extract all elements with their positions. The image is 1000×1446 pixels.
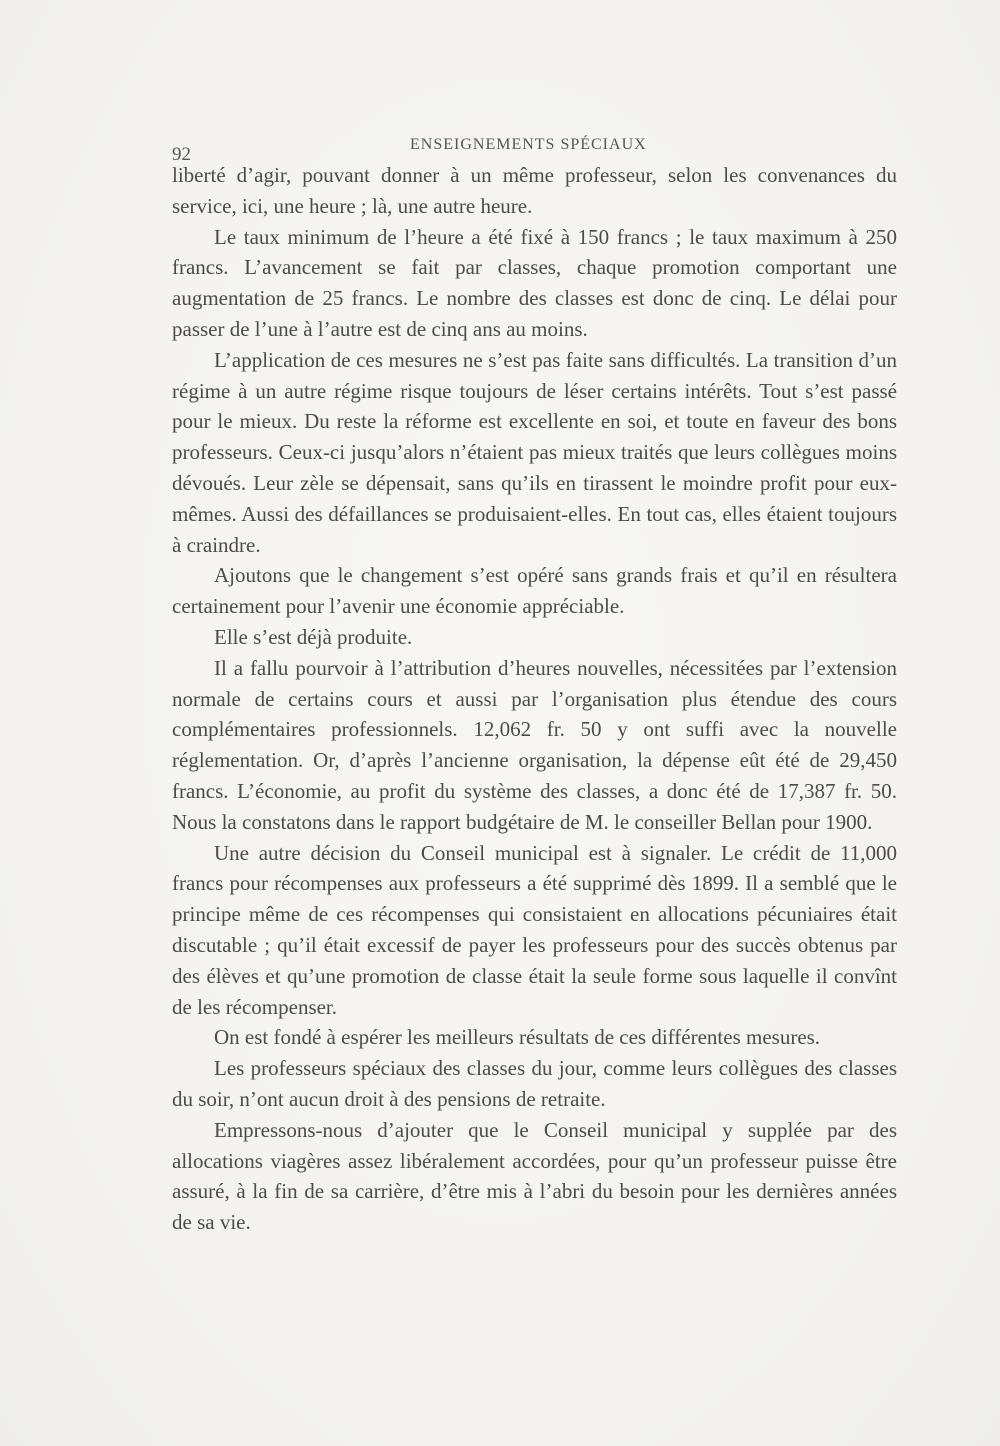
paragraph: Il a fallu pourvoir à l’attribution d’heures nouvelles, nécessitées par l’extension normale de certains cours et aussi par l’organisation plus étendue des cours complémentaires professionnels. 12,062 fr. 50 y ont suffi avec la nouvelle réglementation. Or, d’après l’ancienne organisation, la dépense eût été de 29,450 francs. L’économie, au profit du système des classes, a donc été de 17,387 fr. 50. Nous la constatons dans le rapport budgétaire de M. le conseiller Bellan pour 1900. — [172, 655, 897, 834]
paragraph: Ajoutons que le changement s’est opéré sans grands frais et qu’il en résultera certainement pour l’avenir une économie appréciable. — [172, 563, 897, 619]
paragraph: On est fondé à espérer les meilleurs résultats de ces différentes mesures. — [214, 1025, 821, 1050]
paragraph: L’application de ces mesures ne s’est pas faite sans difficultés. La transition d’un régime à un autre régime risque toujours de léser certains intérêts. Tout s’est passé pour le mieux. Du reste la réforme est excellente en soi, et toute en faveur des bons professeurs. Ceux-ci jusqu’alors n’étaient pas mieux traités que leurs collègues moins dévoués. Leur zèle se dépensait, sans qu’ils en tirassent le moindre profit pour eux-mêmes. Aussi des défaillances se produisaient-elles. En tout cas, elles étaient toujours à craindre. — [172, 347, 897, 557]
paragraph: Les professeurs spéciaux des classes du jour, comme leurs collègues des classes du soir, n’ont aucun droit à des pensions de retraite. — [172, 1056, 897, 1111]
page-number: 92 — [172, 144, 191, 165]
body-text — [172, 160, 897, 1238]
paragraph: Une autre décision du Conseil municipal est à signaler. Le crédit de 11,000 francs pour récompenses aux professeurs a été supprimé dès 1899. Il a semblé que le principe même de ces récompenses qui consistaient en allocations pécuniaires était discutable ; qu’il était excessif de payer les professeurs pour des succès obtenus par des élèves et qu’une promotion de classe était la seule forme sous laquelle il convînt de les récompenser. — [172, 840, 897, 1019]
running-head: ENSEIGNEMENTS SPÉCIAUX — [410, 136, 647, 153]
paragraph-continued: liberté d’agir, pouvant donner à un même professeur, selon les convenances du service, ici, une heure ; là, une autre heure. — [172, 163, 897, 218]
paragraph: Elle s’est déjà produite. — [214, 624, 413, 649]
paragraph: Le taux minimum de l’heure a été fixé à 150 francs ; le taux maximum à 250 francs. L’avancement se fait par classes, chaque promotion comportant une augmentation de 25 francs. Le nombre des classes est donc de cinq. Le délai pour passer de l’une à l’autre est de cinq ans au moins. — [172, 224, 897, 341]
paragraph: Empressons-nous d’ajouter que le Conseil municipal y supplée par des allocations viagères assez libéralement accordées, pour qu’un professeur puisse être assuré, à la fin de sa carrière, d’être mis à l’abri du besoin pour les dernières années de sa vie. — [172, 1117, 897, 1235]
